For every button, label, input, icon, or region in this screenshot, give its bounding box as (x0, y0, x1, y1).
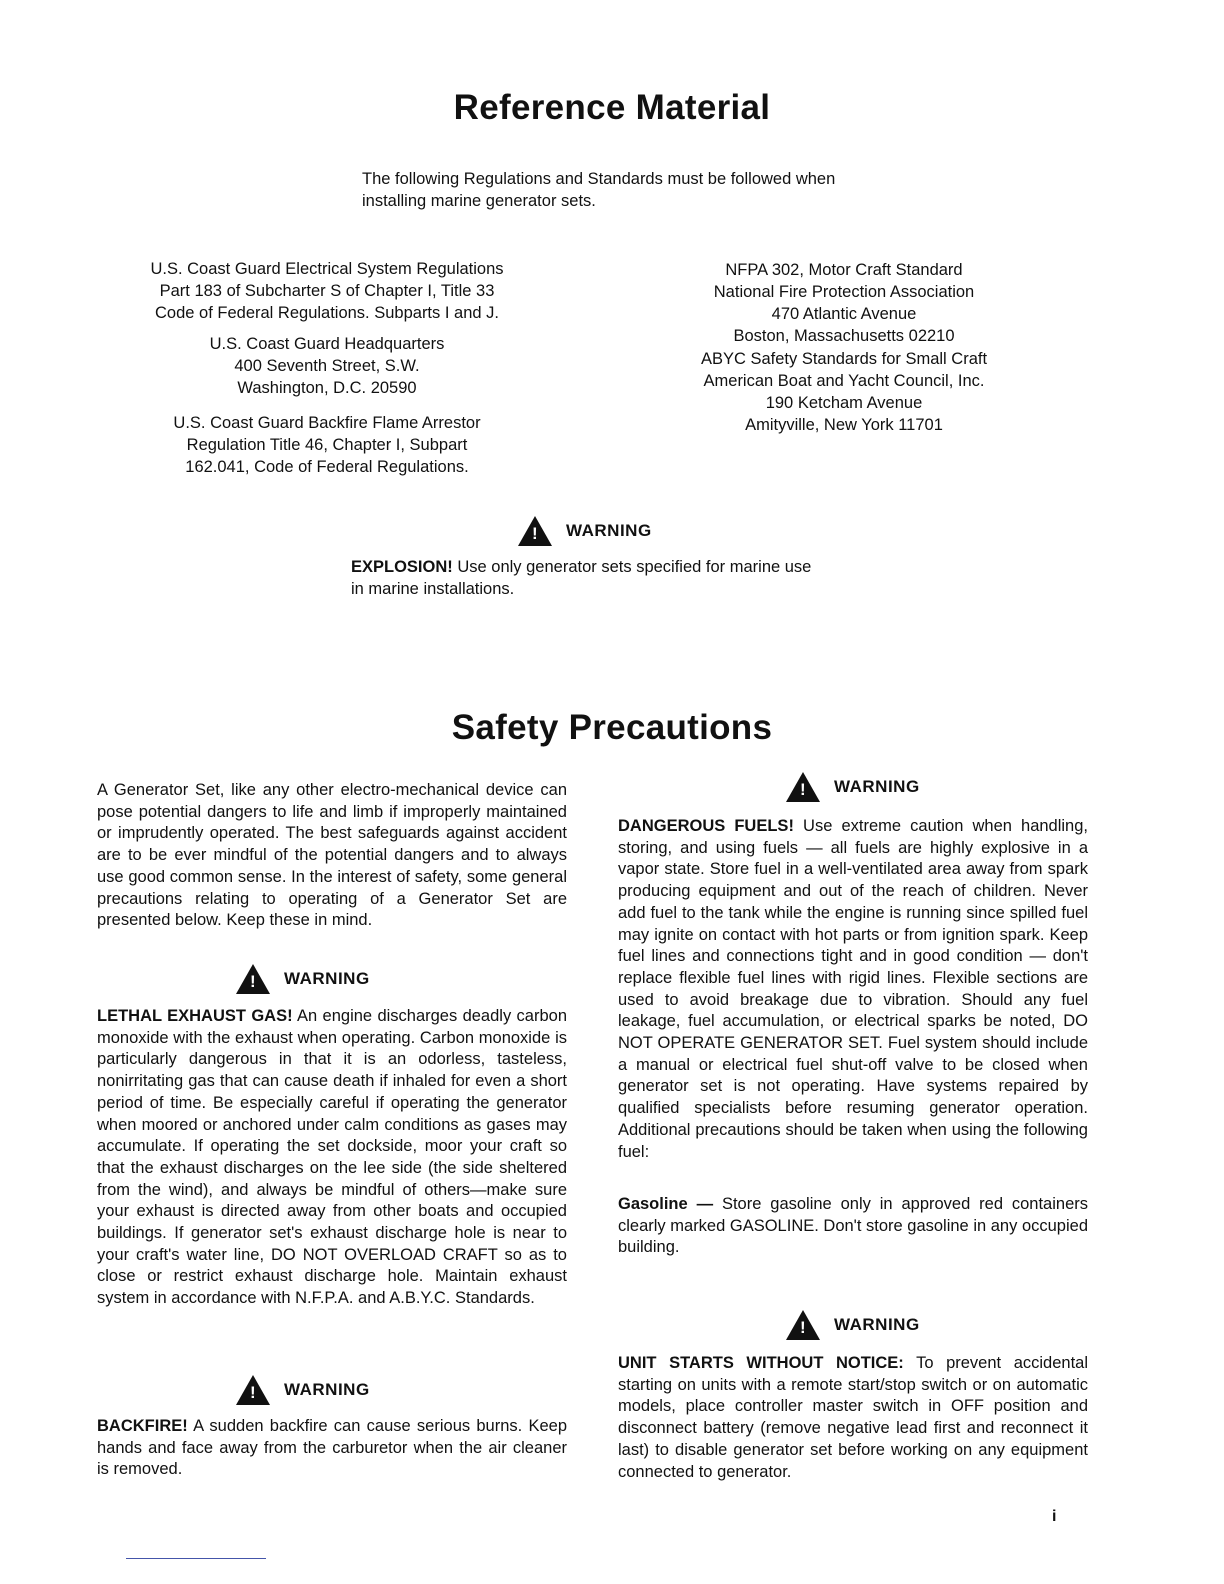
ref-line: ABYC Safety Standards for Small Craft (700, 350, 988, 368)
explosion-warning-text (351, 557, 826, 600)
warning-body: Use only generator sets specified for marine use in marine installations. (351, 558, 812, 598)
warning-lead: UNIT STARTS WITHOUT NOTICE: (618, 1354, 904, 1372)
ref-line: National Fire Protection Association (713, 283, 975, 301)
warning-label: WARNING (566, 521, 652, 540)
warning-heading (518, 516, 652, 546)
warning-lead: BACKFIRE! (97, 1417, 188, 1435)
safety-title: Safety Precautions (451, 708, 773, 747)
warning-triangle-icon: ! (236, 1375, 270, 1405)
warning-heading (236, 964, 370, 994)
ref-line: Amityville, New York 11701 (745, 416, 943, 434)
warning-label: WARNING (284, 1380, 370, 1399)
warning-body: A sudden backfire can cause serious burns. Keep hands and face away from the carburetor when the air cleaner is removed. (97, 1417, 567, 1479)
warning-heading (786, 772, 920, 802)
safety-intro: A Generator Set, like any other electro-mechanical device can pose potential dangers to life and limb if improperly maintained or imprudently operated. The best safeguards against accident are to be ever mindful of the potential dangers and to always use good common sense. In the interest of safety, some general precautions relating to operating of a Generator Set are presented below. Keep these in mind. (97, 781, 567, 930)
ref-line: American Boat and Yacht Council, Inc. (703, 372, 985, 390)
ref-line: 470 Atlantic Avenue (771, 305, 917, 323)
ref-line: 162.041, Code of Federal Regulations. (185, 458, 469, 476)
warning-body: To prevent accidental starting on units with a remote start/stop switch or on automatic models, place controller master switch in OFF position and disconnect battery (remove negative lead first and reconnect it last) to disable generator set before working on any equipment connected to generator. (618, 1354, 1088, 1481)
backfire-warning-text (97, 1416, 567, 1481)
footer-rule (126, 1558, 266, 1559)
unit-starts-warning-text (618, 1353, 1088, 1483)
ref-line: Part 183 of Subcharter S of Chapter I, Title 33 (159, 282, 495, 300)
ref-line: Washington, D.C. 20590 (237, 379, 417, 397)
warning-triangle-icon: ! (786, 1310, 820, 1340)
page-number: i (1052, 1508, 1057, 1525)
warning-triangle-icon: ! (236, 964, 270, 994)
ref-line: Code of Federal Regulations. Subparts I and J. (155, 304, 499, 322)
warning-heading (236, 1375, 370, 1405)
warning-lead: EXPLOSION! (351, 558, 453, 576)
ref-line: 400 Seventh Street, S.W. (234, 357, 420, 375)
ref-line: U.S. Coast Guard Headquarters (209, 335, 445, 353)
warning-label: WARNING (284, 969, 370, 988)
gasoline-body: Store gasoline only in approved red containers clearly marked GASOLINE. Don't store gasoline in any occupied building. (618, 1195, 1088, 1257)
reference-intro: The following Regulations and Standards must be followed when installing marine generator sets. (362, 170, 836, 210)
ref-line: U.S. Coast Guard Backfire Flame Arrestor (173, 414, 481, 432)
warning-heading (786, 1310, 920, 1340)
warning-label: WARNING (834, 1315, 920, 1334)
ref-line: NFPA 302, Motor Craft Standard (725, 261, 963, 279)
warning-triangle-icon: ! (518, 516, 552, 546)
warning-lead: DANGEROUS FUELS! (618, 817, 794, 835)
warning-triangle-icon: ! (786, 772, 820, 802)
fuels-warning-text (618, 816, 1088, 1163)
reference-left-column (97, 258, 557, 478)
warning-label: WARNING (834, 777, 920, 796)
ref-line: Regulation Title 46, Chapter I, Subpart (186, 436, 468, 454)
ref-line: 190 Ketcham Avenue (765, 394, 923, 412)
reference-right-column (614, 259, 1074, 436)
exhaust-warning-text (97, 1006, 567, 1310)
warning-lead: LETHAL EXHAUST GAS! (97, 1007, 293, 1025)
warning-body: Use extreme caution when handling, storing, and using fuels — all fuels are highly explosive in a vapor state. Store fuel in a well-ventilated area away from spark producing equipment and out of the reach of children. Never add fuel to the tank while the engine is running since spilled fuel may ignite on contact with hot parts or from ignition spark. Keep fuel lines and connections tight and in good condition — don't replace flexible fuel lines with rigid lines. Flexible sections are used to avoid breakage due to vibration. Should any fuel leakage, fuel accumulation, or electrical sparks be noted, DO NOT OPERATE GENERATOR SET. Fuel system should include a manual or electrical fuel shut-off valve to be closed when generator set is not operating. Have systems repaired by qualified specialists before resuming generator operation. Additional precautions should be taken when using the following fuel: (618, 817, 1088, 1161)
ref-line: U.S. Coast Guard Electrical System Regulations (150, 260, 504, 278)
reference-title: Reference Material (453, 88, 771, 127)
ref-line: Boston, Massachusetts 02210 (733, 327, 955, 345)
gasoline-text (618, 1194, 1088, 1259)
gasoline-lead: Gasoline — (618, 1195, 714, 1213)
warning-body: An engine discharges deadly carbon monoxide with the exhaust when operating. Carbon monoxide is particularly dangerous in that it is an odorless, tasteless, nonirritating gas that can cause death if inhaled for even a short period of time. Be especially careful if operating the generator when moored or anchored under calm conditions as gases may accumulate. If operating the set dockside, moor your craft so that the exhaust discharges on the lee side (the side sheltered from the wind), and always be mindful of others—make sure your exhaust is directed away from other boats and occupied buildings. If generator set's exhaust discharge hole is near to your craft's water line, DO NOT OVERLOAD CRAFT so as to close or restrict exhaust discharge hole. Maintain exhaust system in accordance with N.F.P.A. and A.B.Y.C. Standards. (97, 1007, 568, 1308)
